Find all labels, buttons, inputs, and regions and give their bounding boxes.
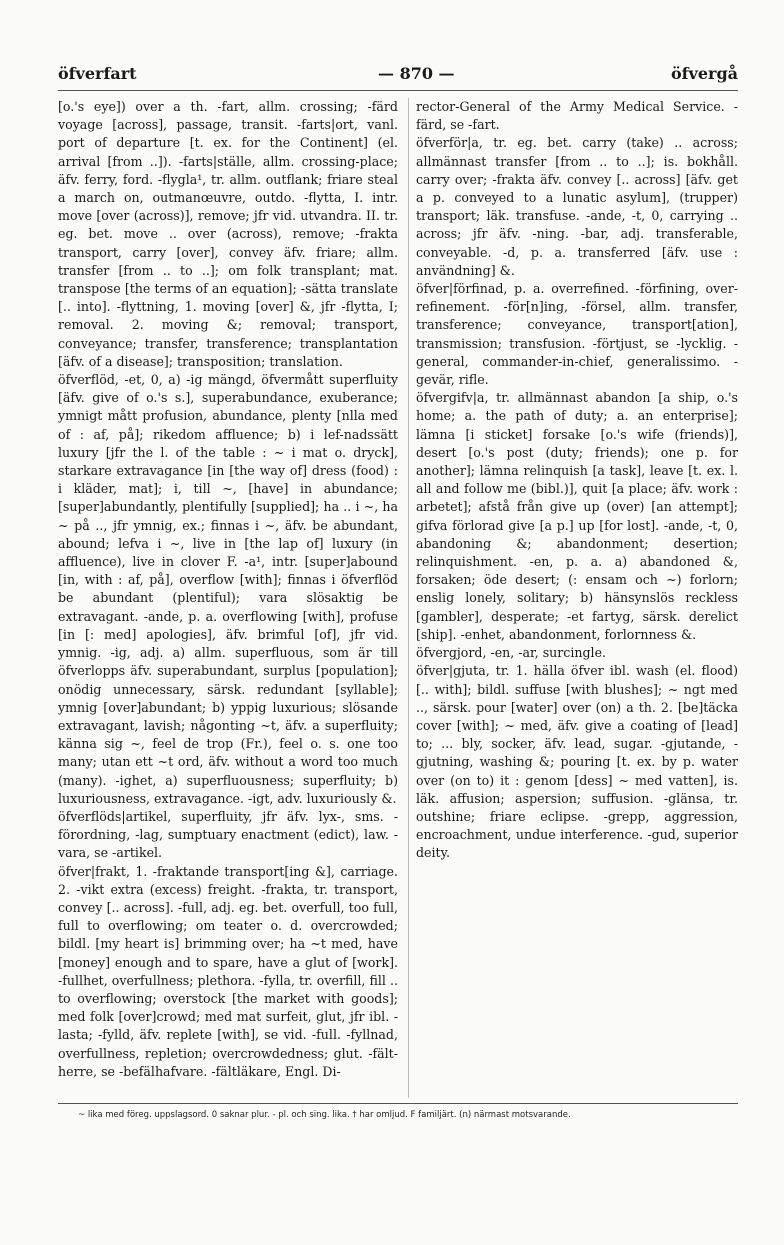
entry-paragraph: öfver|förfinad, p. a. overrefined. -förfining, over-refinement. -för[n]ing, -försel, allm. transfer, transference; conveyance, transport[ation], transmission; transfusion. -förtjust, se -lycklig. -general, commander-in-chief, generalissimo. -gevär, rifle.: [416, 281, 738, 388]
left-column: [58, 98, 398, 1081]
footer-rule: [58, 1103, 738, 1104]
header-left-word: öfverfart: [58, 64, 137, 83]
page-number: — 870 —: [378, 64, 455, 83]
entry-paragraph: rector-General of the Army Medical Service. -färd, se -fart.: [416, 99, 738, 133]
entry-paragraph: [o.'s eye]) over a th. -fart, allm. crossing; -färd voyage [across], passage, transit. -farts|ort, vanl. port of departure [t. ex. for the Continent] (el. arrival [from ..]). -farts|ställe, allm. crossing-place; äfv. ferry, ford. -flygla¹, tr. allm. outflank; friare steal a march on, outmanœuvre, outdo. -flytta, I. intr. move [over (across)], remove; jfr vid. utvandra. II. tr. eg. bet. move .. over (across), remove; -frakta transport, carry [over], convey äfv. friare; allm. transfer [from .. to ..]; om folk transplant; mat. transpose [the terms of an equation]; -sätta translate [.. into]. -flyttning, 1. moving [over] &, jfr -flytta, I; removal. 2. moving &; removal; transport, conveyance; transfer, transference; transplantation [äfv. of a disease]; transposition; translation.: [58, 99, 398, 369]
header-rule: [58, 90, 738, 91]
entry-paragraph: öfvergjord, -en, -ar, surcingle.: [416, 645, 607, 661]
page-header: [58, 64, 738, 88]
entry-paragraph: öfverflöds|artikel, superfluity, jfr äfv. lyx-, sms. -förordning, -lag, sumptuary enactment (edict), law. -vara, se -artikel.: [58, 808, 398, 861]
right-column: [416, 98, 738, 863]
entry-paragraph: öfverflöd, -et, 0, a) -ig mängd, öfvermått superfluity [äfv. give of o.'s s.], superabundance, exuberance; ymnigt mått profusion, abundance, plenty [nlla med of : af, på]; rikedom affluence; b) i lef-nadssätt luxury [jfr the l. of the table : ~ i mat o. dryck], starkare extravagance [in [the way of] dress (food) : i kläder, mat]; i, till ~, [have] in abundance; [super]abundantly, plentifully [supplied]; ha .. i ~, ha ~ på .., jfr ymnig, ex.; finnas i ~, äfv. be abundant, abound; lefva i ~, live in [the lap of] luxury (in affluence), live in clover F. -a¹, intr. [super]abound [in, with : af, på], overflow [with]; finnas i öfverflöd be abundant (plentiful); vara slösaktig be extravagant. -ande, p. a. overflowing [with], profuse [in [: med] apologies], äfv. brimful [of], jfr vid. ymnig. -ig, adj. a) allm. superfluous, som är till öfverlopps äfv. superabundant, surplus [population]; onödig unnecessary, särsk. redundant [syllable]; ymnig [over]abundant; b) yppig luxurious; slösande extravagant, lavish; någonting ~t, äfv. a superfluity; känna sig ~, feel de trop (Fr.), feel o. s. one too many; utan ett ~t ord, äfv. without a word too much (many). -ighet, a) superfluousness; superfluity; b) luxuriousness, extravagance. -igt, adv. luxuriously &.: [58, 372, 398, 806]
entry-paragraph: öfver|gjuta, tr. 1. hälla öfver ibl. wash (el. flood) [.. with]; bildl. suffuse [with blushes]; ~ ngt med .., särsk. pour [water] over (on) a th. 2. [be]täcka cover [with]; ~ med, äfv. give a coating of [lead] to; ... bly, socker, äfv. lead, sugar. -gjutande, -gjutning, washing &; pouring [t. ex. by p. water over (on to) it : genom [dess] ~ med vatten], is. läk. affusion; aspersion; suffusion. -glänsa, tr. outshine; friare eclipse. -grepp, aggression, encroachment, undue interference. -gud, superior deity.: [416, 663, 738, 861]
header-right-word: öfvergå: [670, 64, 738, 83]
column-divider: [408, 98, 409, 1098]
abbreviation-footer: ~ lika med föreg. uppslagsord. 0 saknar plur. - pl. och sing. lika. † har omljud. F familjärt. (n) närmast motsvarande.: [78, 1110, 571, 1120]
entry-paragraph: öfverför|a, tr. eg. bet. carry (take) .. across; allmännast transfer [from .. to ..]; is. bokhåll. carry over; -frakta äfv. convey [.. across] [äfv. get a p. conveyed to a lunatic asylum], (trupper) transport; läk. transfuse. -ande, -t, 0, carrying .. across; jfr äfv. -ning. -bar, adj. transferable, conveyable. -d, p. a. transferred [äfv. use : användning] &.: [416, 135, 738, 278]
entry-paragraph: öfver|frakt, 1. -fraktande transport[ing &], carriage. 2. -vikt extra (excess) freight. -frakta, tr. transport, convey [.. across]. -full, adj. eg. bet. overfull, too full, full to overflowing; om teater o. d. overcrowded; bildl. [my heart is] brimming over; ha ~t med, have [money] enough and to spare, have a glut of [work]. -fullhet, overfullness; plethora. -fylla, tr. overfill, fill .. to overflowing; overstock [the market with goods]; med folk [over]crowd; med mat surfeit, glut, jfr ibl. -lasta; -fylld, äfv. replete [with], se vid. -full. -fyllnad, overfullness, repletion; overcrowdedness; glut. -fält-herre, se -befälhafvare. -fältläkare, Engl. Di-: [58, 863, 398, 1079]
entry-paragraph: öfvergifv|a, tr. allmännast abandon [a ship, o.'s home; a. the path of duty; a. an enterprise]; lämna [i sticket] forsake [o.'s wife (friends)], desert [o.'s post (duty; friends); one p. for another]; lämna relinquish [a task], leave [t. ex. l. all and follow me (bibl.)], quit [a place; äfv. work : arbetet]; afstå från give up (over) [an attempt]; gifva förlorad give [a p.] up [for lost]. -ande, -t, 0, abandoning &; abandonment; desertion; relinquishment. -en, p. a. a) abandoned &, forsaken; öde desert; (: ensam och ~) forlorn; enslig lonely, solitary; b) hänsynslös reckless [gambler], desperate; -et fartyg, särsk. derelict [ship]. -enhet, abandonment, forlornness &.: [416, 390, 738, 642]
